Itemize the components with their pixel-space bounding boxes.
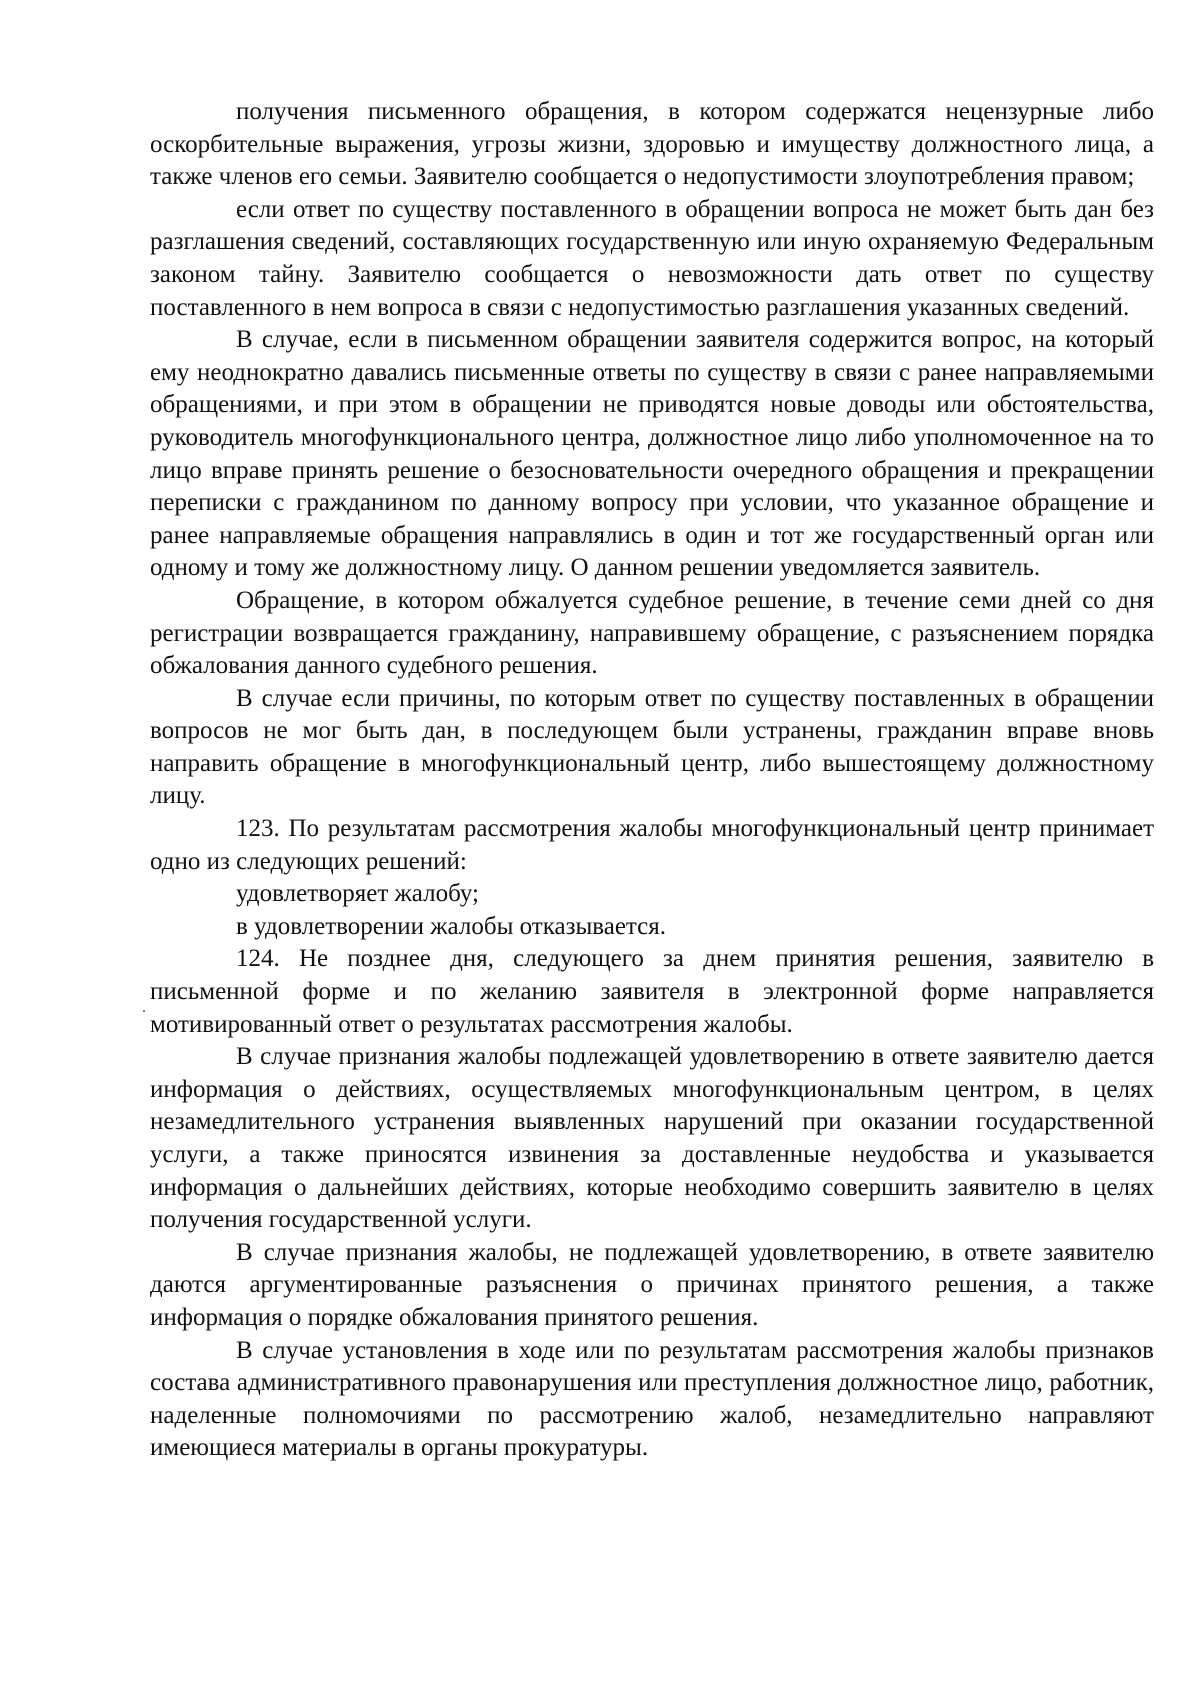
- paragraph-court-decision: Обращение, в котором обжалуется судебное решение, в течение семи дней со дня регистрации возвращается гражданину, направившему обращение, с разъяснением порядка обжалования данного судебного решения.: [150, 586, 1154, 680]
- paragraph-complaint-satisfied: В случае признания жалобы подлежащей удовлетворению в ответе заявителю дается информация о действиях, осуществляемых многофункциональным центром, в целях незамедлительного устранения выявленных нарушений при оказании государственной услуги, а также приносятся извинения за доставленные неудобства и указывается информация о дальнейших действиях, которые необходимо совершить заявителю в целях получения государственной услуги.: [150, 1043, 1154, 1234]
- document-body: [150, 96, 1154, 1465]
- paragraph-prosecution: В случае установления в ходе или по результатам рассмотрения жалобы признаков состава административного правонарушения или преступления должностное лицо, работник, наделенные полномочиями по рассмотрению жалоб, незамедлительно направляют имеющиеся материалы в органы прокуратуры.: [150, 1336, 1154, 1462]
- paragraph-continuation: получения письменного обращения, в котором содержатся нецензурные либо оскорбительные выражения, угрозы жизни, здоровью и имуществу должностного лица, а также членов его семьи. Заявителю сообщается о недопустимости злоупотребления правом;: [150, 98, 1154, 191]
- paragraph-complaint-rejected: В случае признания жалобы, не подлежащей удовлетворению, в ответе заявителю даются аргументированные разъяснения о причинах принятого решения, а также информация о порядке обжалования принятого решения.: [150, 1238, 1154, 1331]
- paragraph-repeated-appeal: В случае, если в письменном обращении заявителя содержится вопрос, на который ему неоднократно давались письменные ответы по существу в связи с ранее направляемыми обращениями, и при этом в обращении не приводятся новые доводы или обстоятельства, руководитель многофункционального центра, должностное лицо либо уполномоченное на то лицо вправе принять решение о безосновательности очередного обращения и прекращении переписки с гражданином по данному вопросу при условии, что указанное обращение и ранее направляемые обращения направлялись в один и тот же государственный орган или одному и тому же должностному лицу. О данном решении уведомляется заявитель.: [150, 326, 1154, 582]
- list-item-refuses: в удовлетворении жалобы отказывается.: [236, 912, 666, 940]
- list-item-satisfies: удовлетворяет жалобу;: [236, 880, 479, 908]
- paragraph-item-124: 124. Не позднее дня, следующего за днем принятия решения, заявителю в письменной форме и по желанию заявителя в электронной форме направляется мотивированный ответ о результатах рассмотрения жалобы.: [150, 945, 1154, 1038]
- scan-speck: [143, 1010, 145, 1012]
- paragraph-item-123: 123. По результатам рассмотрения жалобы многофункциональный центр принимает одно из следующих решений:: [150, 815, 1154, 875]
- paragraph-state-secret: если ответ по существу поставленного в обращении вопроса не может быть дан без разглашения сведений, составляющих государственную или иную охраняемую Федеральным законом тайну. Заявителю сообщается о невозможности дать ответ по существу поставленного в нем вопроса в связи с недопустимостью разглашения указанных сведений.: [150, 195, 1154, 321]
- paragraph-reasons-eliminated: В случае если причины, по которым ответ по существу поставленных в обращении вопросов не мог быть дан, в последующем были устранены, гражданин вправе вновь направить обращение в многофункциональный центр, либо вышестоящему должностному лицу.: [150, 684, 1154, 810]
